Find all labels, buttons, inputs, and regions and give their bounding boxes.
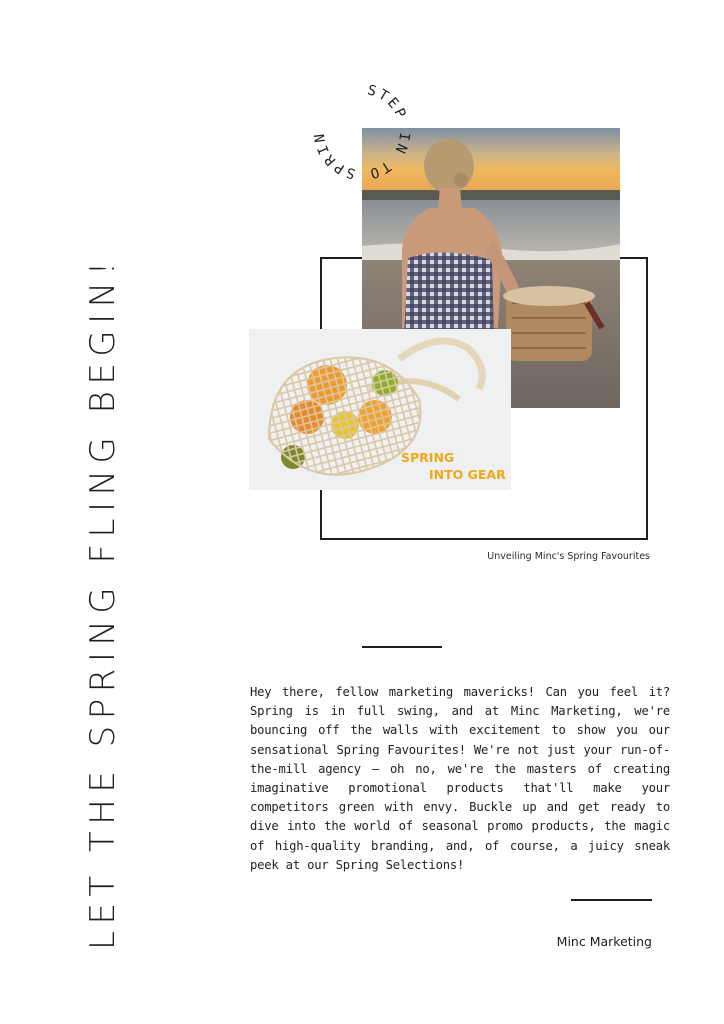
signature: Minc Marketing [556,934,652,949]
divider-line [362,646,442,648]
bag-caption-line1: SPRING [401,450,455,465]
mesh-bag-photo [249,329,511,490]
vertical-page-title: LET THE SPRING FLING BEGIN! [83,255,123,950]
intro-paragraph: Hey there, fellow marketing mavericks! Can you feel it? Spring is in full swing, and at Minc Marketing, we're bouncing off the walls with excitement to show you our sensational Spring Favourites! We're not just your run-of-the-mill agency — oh no, we're the masters of creating imaginative promotional products that'll make your competitors green with envy. Buckle up and get ready to dive into the world of seasonal promo products, the magic of high-quality branding, and, of course, a juicy sneak peek at our Spring Selections! [250,685,670,872]
circular-text-stamp [310,80,414,184]
bag-caption-line2: INTO GEAR [429,467,506,482]
svg-text:STEP IN TO SPRING [310,80,412,182]
signature-rule [571,899,652,901]
image-subcaption: Unveiling Minc's Spring Favourites [487,551,650,562]
stamp-text: STEP IN TO SPRIN [311,82,413,182]
